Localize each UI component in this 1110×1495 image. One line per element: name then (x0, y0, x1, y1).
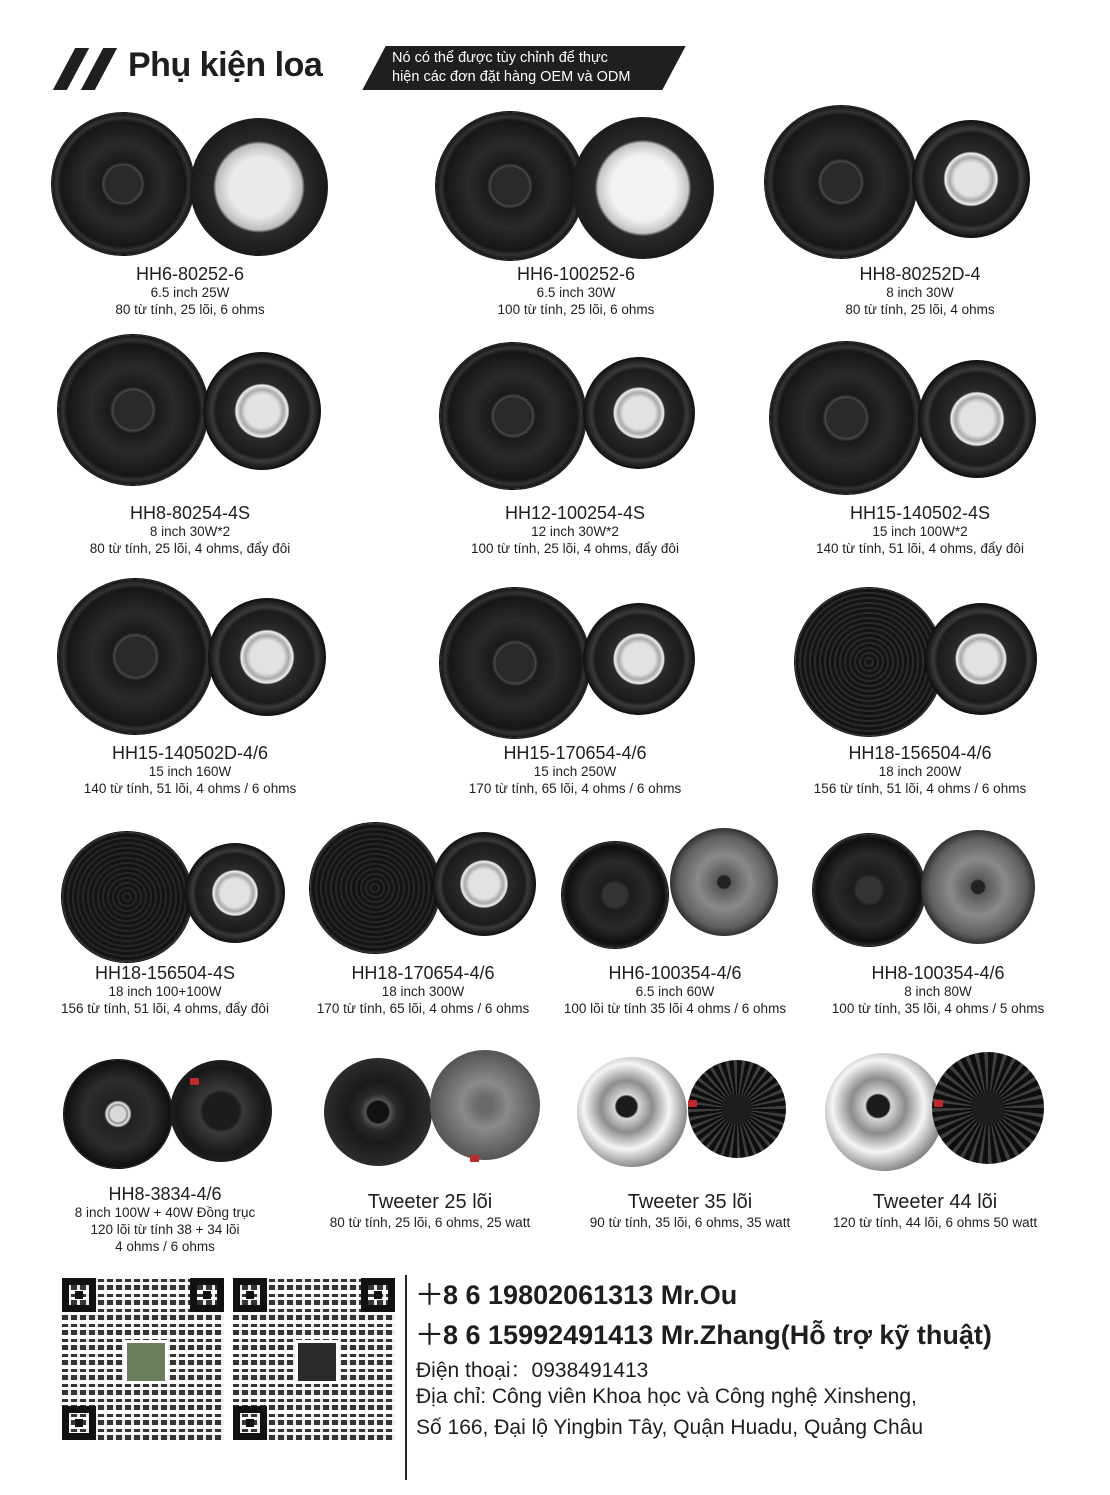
product-spec: 100 từ tính, 35 lõi, 4 ohms / 5 ohms (831, 1001, 1045, 1016)
footer-divider (405, 1275, 407, 1480)
speaker-front-image (813, 834, 925, 946)
speaker-front-image (562, 842, 668, 948)
speaker-back-image (925, 603, 1037, 715)
tweeter-front-image (324, 1058, 432, 1166)
product-caption (770, 743, 1070, 797)
product-model: HH15-140502D-4/6 (111, 743, 269, 763)
product-spec: 18 inch 100+100W (108, 984, 222, 999)
product-spec: 18 inch 300W (381, 984, 465, 999)
product-caption (420, 743, 730, 797)
qr-finder-icon (62, 1278, 96, 1312)
product-spec: 100 từ tính, 25 lõi, 4 ohms, đẩy đôi (471, 541, 679, 556)
product-model: HH12-100254-4S (504, 503, 646, 523)
product-spec: 100 lõi từ tính 35 lõi 4 ohms / 6 ohms (563, 1001, 787, 1016)
product-spec: 90 từ tính, 35 lõi, 6 ohms, 35 watt (589, 1215, 791, 1230)
product-caption (770, 503, 1070, 557)
product-caption (540, 963, 810, 1017)
product-spec: 80 từ tính, 25 lõi, 4 ohms (845, 302, 995, 317)
product-spec: 6.5 inch 25W (150, 285, 230, 300)
oem-odm-banner (356, 46, 692, 90)
speaker-back-image (670, 828, 778, 936)
product-model: HH15-140502-4S (849, 503, 991, 523)
speaker-back-image (572, 117, 714, 259)
tweeter-back-image (688, 1060, 786, 1158)
product-caption (40, 264, 340, 318)
speaker-front-image (770, 342, 922, 494)
banner-line-1: Nó có thể được tùy chỉnh để thực (392, 50, 608, 66)
product-spec: 156 từ tính, 51 lõi, 4 ohms / 6 ohms (813, 781, 1027, 796)
product-model: HH8-80254-4S (129, 503, 251, 523)
speaker-back-image (583, 357, 695, 469)
product-model: HH8-3834-4/6 (108, 1184, 222, 1204)
qr-avatar-icon (124, 1340, 168, 1384)
product-spec: 8 inch 100W + 40W Đồng trục (74, 1205, 256, 1220)
product-model: HH18-170654-4/6 (351, 963, 495, 983)
speaker-front-image (765, 106, 917, 258)
product-spec: 140 từ tính, 51 lõi, 4 ohms / 6 ohms (83, 781, 297, 796)
product-caption (30, 963, 300, 1017)
product-model: HH6-80252-6 (135, 264, 245, 284)
product-model: HH18-156504-4/6 (848, 743, 992, 763)
page-header (0, 0, 1110, 110)
product-spec: 4 ohms / 6 ohms (115, 1239, 215, 1254)
speaker-front-image (58, 335, 208, 485)
speaker-back-image (583, 603, 695, 715)
terminal-icon (934, 1100, 943, 1107)
speaker-front-image (52, 113, 194, 255)
qr-finder-icon (233, 1406, 267, 1440)
product-caption (40, 743, 340, 797)
product-model: Tweeter 44 lõi (872, 1191, 998, 1213)
product-model: HH8-100354-4/6 (871, 963, 1005, 983)
tweeter-front-image (825, 1053, 943, 1171)
product-spec: 8 inch 30W (886, 285, 954, 300)
speaker-back-image (921, 830, 1035, 944)
header-slash-decor (81, 48, 117, 90)
speaker-back-image (432, 832, 536, 936)
speaker-back-image (918, 360, 1036, 478)
product-model: HH8-80252D-4 (859, 264, 981, 284)
product-caption (570, 1190, 810, 1231)
tweeter-back-image (430, 1050, 540, 1160)
product-spec: 170 từ tính, 65 lõi, 4 ohms / 6 ohms (468, 781, 682, 796)
terminal-icon (190, 1078, 199, 1085)
product-spec: 12 inch 30W*2 (531, 524, 619, 539)
product-model: Tweeter 25 lõi (367, 1191, 493, 1213)
product-model: Tweeter 35 lõi (627, 1191, 753, 1213)
product-spec: 140 từ tính, 51 lõi, 4 ohms, đẩy đôi (816, 541, 1024, 556)
page-title: Phụ kiện loa (128, 46, 323, 84)
product-model: HH6-100354-4/6 (608, 963, 742, 983)
qr-code (233, 1278, 395, 1440)
speaker-back-image (170, 1060, 272, 1162)
speaker-front-image (795, 588, 943, 736)
speaker-back-image (185, 843, 285, 943)
product-spec: 6.5 inch 60W (635, 984, 715, 999)
tweeter-back-image (932, 1052, 1044, 1164)
contact-address-line-1: Địa chỉ: Công viên Khoa học và Công nghệ Xinsheng, (416, 1385, 917, 1408)
product-spec: 80 từ tính, 25 lõi, 6 ohms (115, 302, 265, 317)
product-caption (310, 1190, 550, 1231)
speaker-back-image (203, 352, 321, 470)
product-caption (426, 264, 726, 318)
product-spec: 15 inch 160W (148, 764, 232, 779)
speaker-front-image (310, 823, 440, 953)
product-spec: 100 từ tính, 25 lõi, 6 ohms (497, 302, 655, 317)
banner-line-2: hiện các đơn đặt hàng OEM và ODM (392, 69, 631, 85)
product-spec: 8 inch 80W (904, 984, 972, 999)
speaker-front-image (62, 832, 192, 962)
speaker-front-image (436, 112, 584, 260)
product-caption (288, 963, 558, 1017)
speaker-front-image (440, 343, 586, 489)
contact-address-line-2: Số 166, Đại lộ Yingbin Tây, Quận Huadu, Quảng Châu (416, 1416, 924, 1439)
contact-phone-zhang: ＋8 6 15992491413 Mr.Zhang(Hỗ trợ kỹ thuật) (416, 1320, 992, 1350)
banner-text (392, 49, 682, 87)
terminal-icon (470, 1155, 479, 1162)
product-caption (770, 264, 1070, 318)
product-caption (40, 503, 340, 557)
product-spec: 120 lõi từ tính 38 + 34 lõi (90, 1222, 240, 1237)
qr-finder-icon (233, 1278, 267, 1312)
speaker-back-image (190, 118, 328, 256)
product-spec: 120 từ tính, 44 lõi, 6 ohms 50 watt (832, 1215, 1038, 1230)
product-spec: 18 inch 200W (878, 764, 962, 779)
speaker-back-image (912, 120, 1030, 238)
qr-avatar-icon (295, 1340, 339, 1384)
product-spec: 15 inch 250W (533, 764, 617, 779)
speaker-front-image (440, 588, 590, 738)
product-spec: 170 từ tính, 65 lõi, 4 ohms / 6 ohms (316, 1001, 530, 1016)
product-caption (40, 1184, 290, 1255)
qr-finder-icon (361, 1278, 395, 1312)
product-caption (815, 1190, 1055, 1231)
product-spec: 156 từ tính, 51 lõi, 4 ohms, đẩy đôi (61, 1001, 269, 1016)
product-spec: 15 inch 100W*2 (872, 524, 968, 539)
speaker-back-image (208, 598, 326, 716)
product-model: HH15-170654-4/6 (503, 743, 647, 763)
product-spec: 80 từ tính, 25 lõi, 4 ohms, đẩy đôi (89, 541, 291, 556)
product-spec: 6.5 inch 30W (536, 285, 616, 300)
tweeter-front-image (577, 1057, 687, 1167)
product-spec: 80 từ tính, 25 lõi, 6 ohms, 25 watt (329, 1215, 531, 1230)
speaker-front-image (64, 1060, 172, 1168)
qr-finder-icon (62, 1406, 96, 1440)
product-model: HH6-100252-6 (516, 264, 636, 284)
qr-finder-icon (190, 1278, 224, 1312)
contact-telephone: Điện thoại：0938491413 (416, 1359, 649, 1382)
product-spec: 8 inch 30W*2 (149, 524, 231, 539)
qr-code (62, 1278, 224, 1440)
terminal-icon (688, 1100, 697, 1107)
product-model: HH18-156504-4S (94, 963, 236, 983)
product-caption (796, 963, 1080, 1017)
contact-phone-ou: ＋8 6 19802061313 Mr.Ou (416, 1280, 738, 1310)
speaker-front-image (58, 579, 213, 734)
product-caption (420, 503, 730, 557)
